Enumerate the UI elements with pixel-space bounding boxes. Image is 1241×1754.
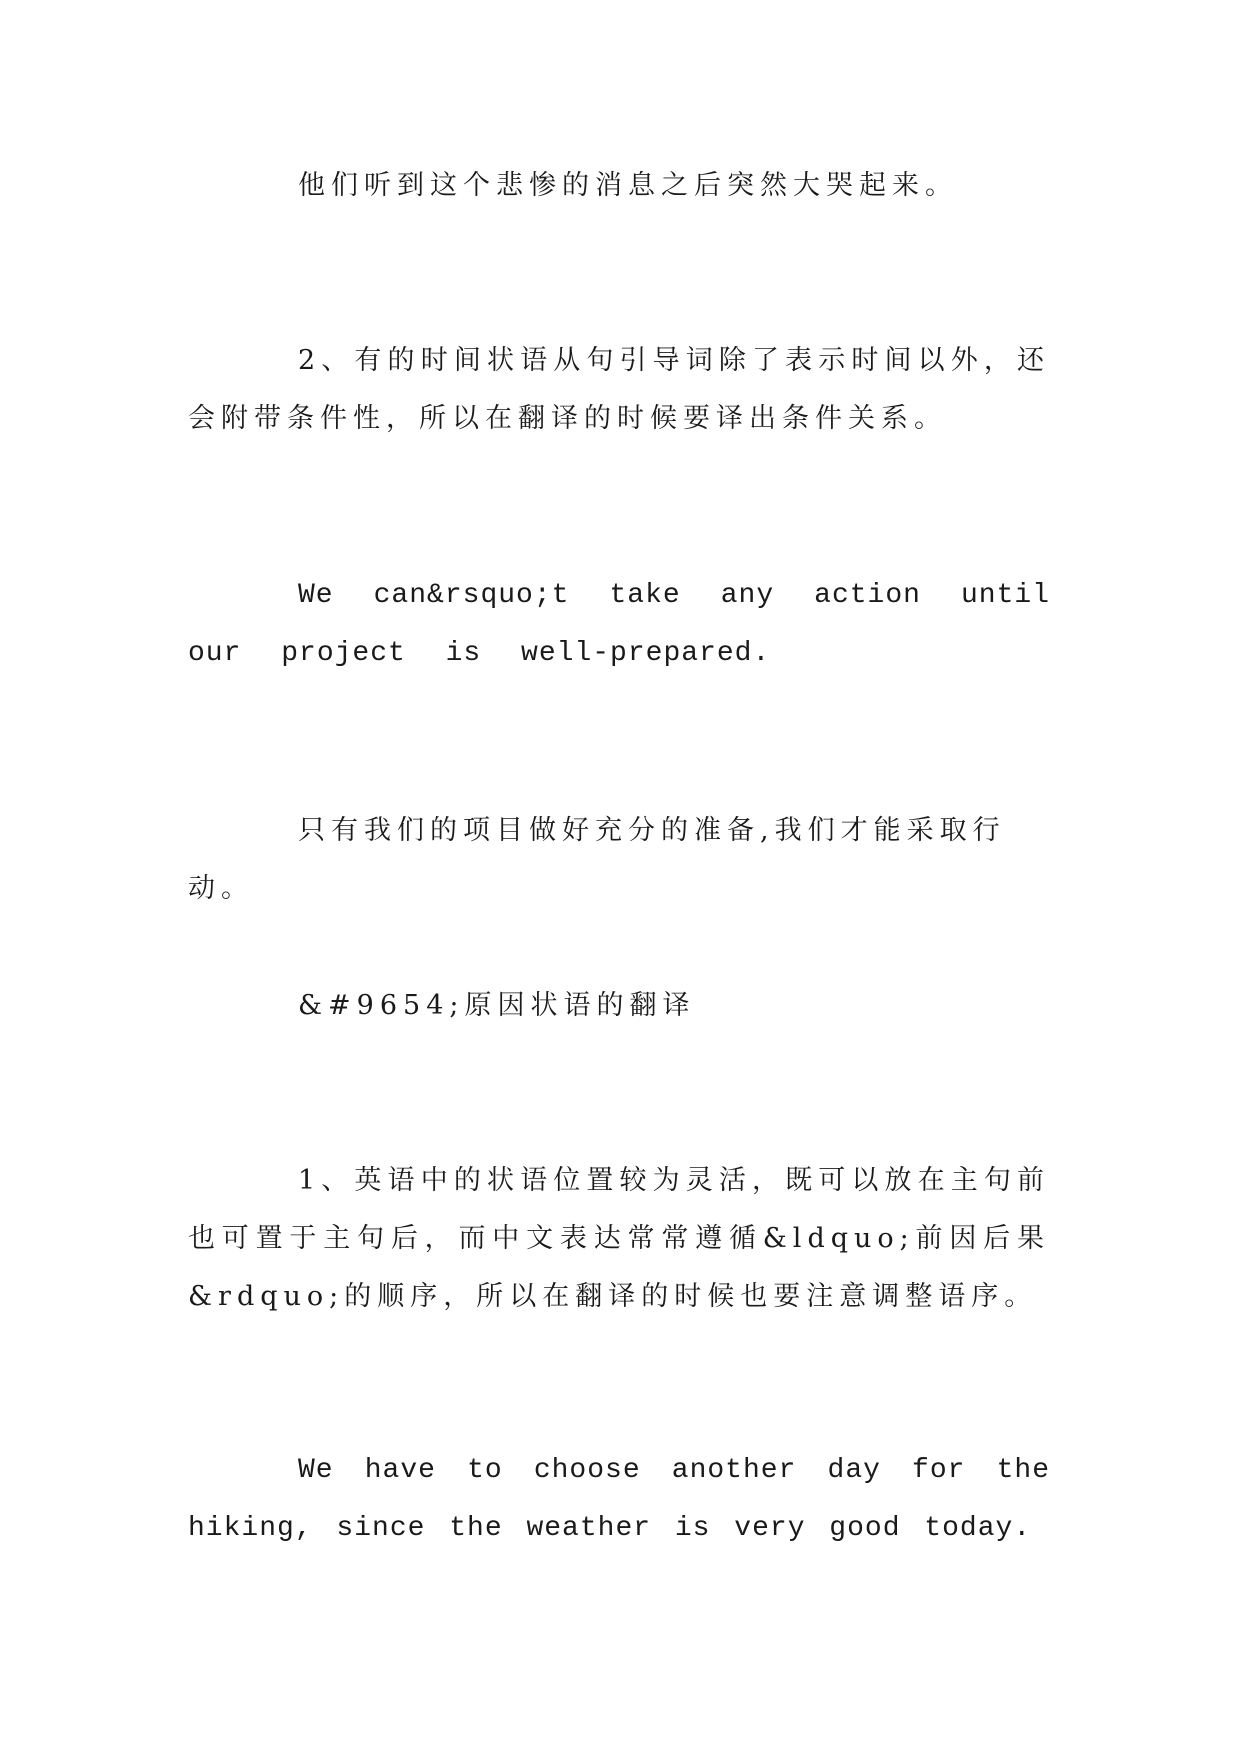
paragraph-english-example-1: We can&rsquo;t take any action until our project is well-prepared. [188,580,1050,669]
paragraph-english-example-2: We have to choose another day for the hiking, since the weather is very good today. [188,1455,1050,1544]
section-heading-cause-adverbial: &#9654;原因状语的翻译 [298,990,696,1021]
paragraph-cause-clause-rule: 1、英语中的状语位置较为灵活，既可以放在主句前也可置于主句后，而中文表达常常遵循&ldquo;前因后果&rdquo;的顺序，所以在翻译的时候也要注意调整语序。 [188,1165,1050,1312]
paragraph-translation-2: 只有我们的项目做好充分的准备,我们才能采取行动。 [188,815,1006,904]
paragraph-translation-1: 他们听到这个悲惨的消息之后突然大哭起来。 [298,170,958,201]
paragraph-time-clause-rule: 2、有的时间状语从句引导词除了表示时间以外，还会附带条件性，所以在翻译的时候要译出条件关系。 [188,345,1050,434]
